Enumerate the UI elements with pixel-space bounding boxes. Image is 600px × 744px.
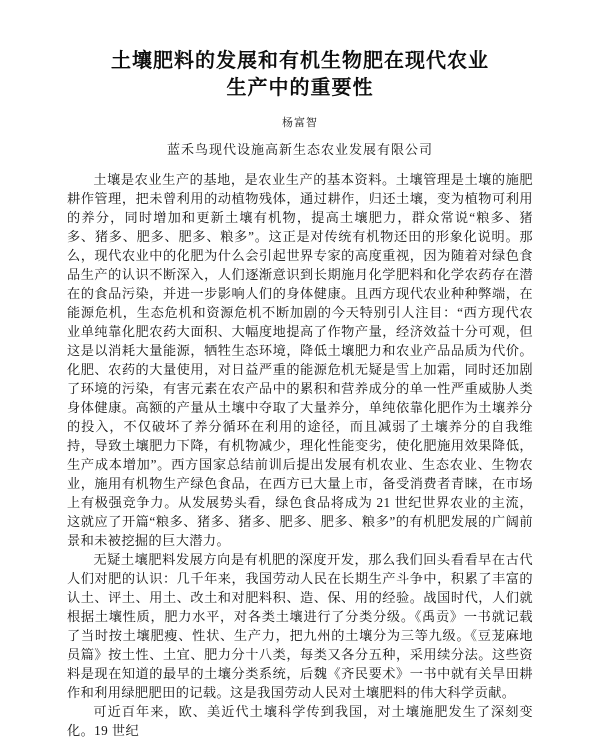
- title-line-2: 生产中的重要性: [226, 77, 374, 99]
- document-body: [67, 170, 533, 740]
- body-paragraph-2: 无疑土壤肥料发展方向是有机肥的深度开发，那么我们回头看看早在古代人们对肥的认识：几千年来，我国劳动人民在长期生产斗争中，积累了丰富的认土、评土、用土、改土和对肥料积、造、保、用的经验。战国时代，人们就根据土壤性质，肥力水平，对各类土壤进行了分类分级。《禹贡》一书就记载了当时按土壤肥瘦、性状、生产力，把九州的土壤分为三等九级。《豆茏麻地员篇》按土性、土宜、肥力分十八类，每类又各分五种，采用续分法。这些资料是现在知道的最早的土壤分类系统，后魏《齐民要术》一书中就有关旱田耕作和利用绿肥肥田的记载。这是我国劳动人民对土壤肥料的伟大科学贡献。: [67, 552, 533, 700]
- title-line-1: 土壤肥料的发展和有机生物肥在现代农业: [111, 50, 489, 72]
- body-paragraph-3: 可近百年来，欧、美近代土壤科学传到我国，对土壤施肥发生了深刻变化。19 世纪: [67, 704, 533, 738]
- author-affiliation: 蓝禾鸟现代设施高新生态农业发展有限公司: [166, 142, 433, 157]
- page-title: [60, 48, 540, 102]
- author-name: 杨富智: [282, 117, 318, 129]
- body-paragraph-1: 土壤是农业生产的基地，是农业生产的基本资料。土壤管理是土壤的施肥耕作管理，把未曾利用的动植物残体，通过耕作，归还土壤，变为植物可利用的养分，同时增加和更新土壤有机物，提高土壤肥力，群众常说“粮多、猪多、猪多、肥多、肥多、粮多”。这正是对传统有机物还田的形象化说明。那么，现代农业中的化肥为什么会引起世界专家的高度重视，因为随着对绿色食品生产的认识不断深入，人们逐渐意识到长期施月化学肥料和化学农药存在潜在的食品污染，并进一步影响人们的身体健康。且西方现代农业种种弊端，在能源危机，生态危机和资源危机不断加剧的今天特别引人注目：“西方现代农业单纯靠化肥农药大面积、大幅度地提高了作物产量，经济效益十分可观，但这是以消耗大量能源，牺牲生态环境，降低土壤肥力和农业产品品质为代价。化肥、农药的大量使用，对日益严重的能源危机无疑是雪上加霜，同时还加剧了环境的污染，有害元素在农产品中的累积和营养成分的单一性严重威胁人类身体健康。高额的产量从土壤中夺取了大量养分，单纯依靠化肥作为土壤养分的投入，不仅破坏了养分循环在利用的途径，而且减弱了土壤养分的自我维持，导致土壤肥力下降，有机物减少，理化性能变劣，使化肥施用效果降低，生产成本增加”。西方国家总结前训后提出发展有机农业、生态农业、生物农业，施用有机物生产绿色食品，在西方已大量上市，备受消费者青睐，在市场上有极强竞争力。从发展势头看，绿色食品将成为 21 世纪世界农业的主流，这就应了开篇“粮多、猪多、猪多、肥多、肥多、粮多”的有机肥发展的广阔前景和未被挖掘的巨大潜力。: [67, 172, 533, 548]
